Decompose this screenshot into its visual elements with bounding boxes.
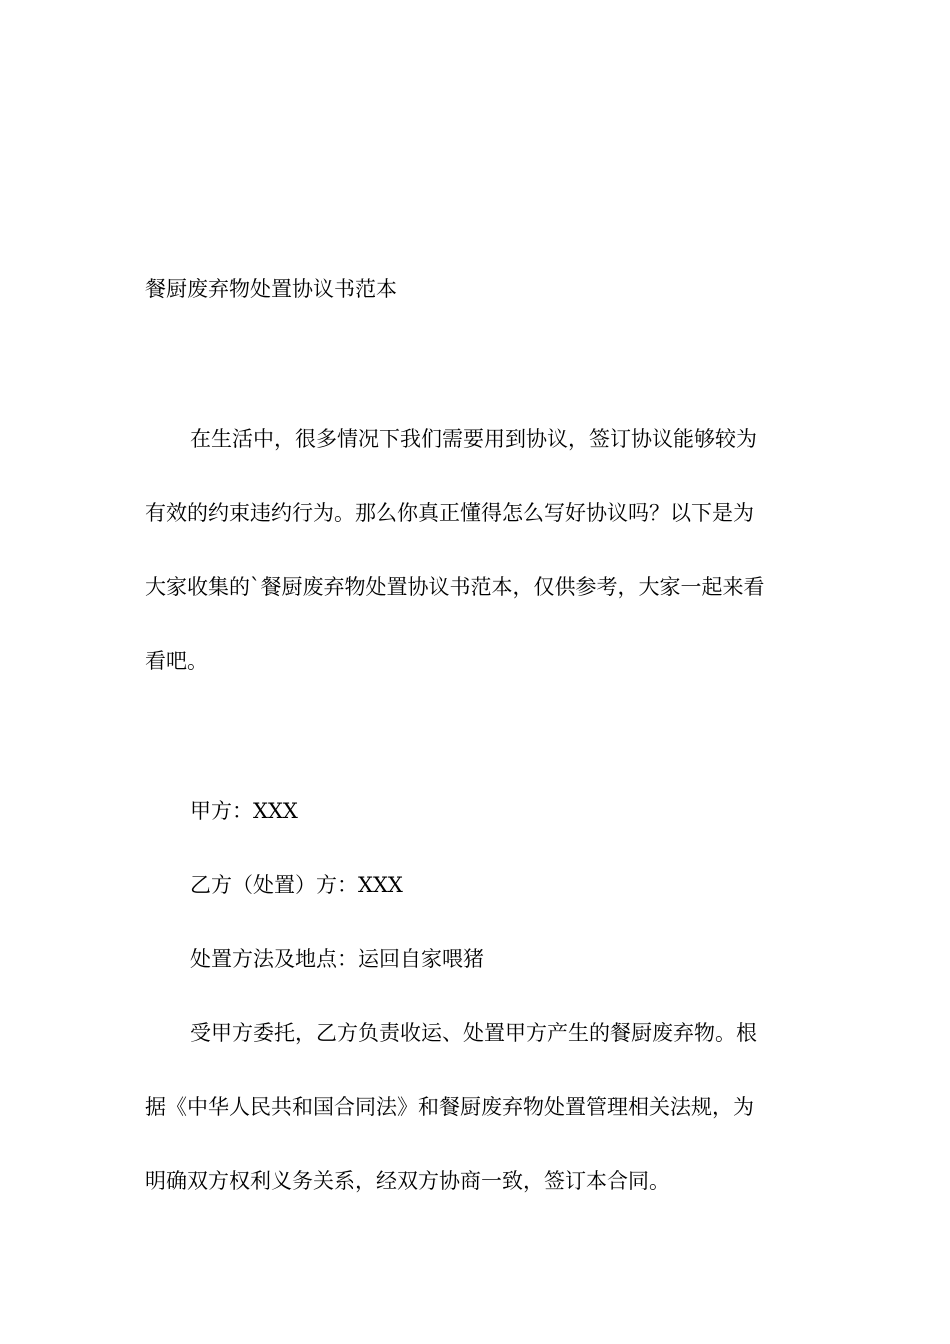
- body-line-1: 受甲方委托，乙方负责收运、处置甲方产生的餐厨废弃物。根: [190, 1021, 757, 1045]
- party-b-line: 乙方（处置）方：XXX: [190, 873, 403, 897]
- body-line-2: 据《中华人民共和国合同法》和餐厨废弃物处置管理相关法规，为: [145, 1095, 754, 1119]
- party-a-line: 甲方：XXX: [190, 799, 298, 823]
- intro-line-3: 大家收集的`餐厨废弃物处置协议书范本，仅供参考，大家一起来看: [145, 575, 765, 599]
- method-line: 处置方法及地点：运回自家喂猪: [190, 947, 484, 971]
- intro-line-2: 有效的约束违约行为。那么你真正懂得怎么写好协议吗？以下是为: [145, 501, 754, 525]
- intro-line-1: 在生活中，很多情况下我们需要用到协议，签订协议能够较为: [190, 427, 757, 451]
- intro-line-4: 看吧。: [145, 649, 208, 673]
- document-title: 餐厨废弃物处置协议书范本: [145, 277, 397, 301]
- body-line-3: 明确双方权利义务关系，经双方协商一致，签订本合同。: [145, 1169, 670, 1193]
